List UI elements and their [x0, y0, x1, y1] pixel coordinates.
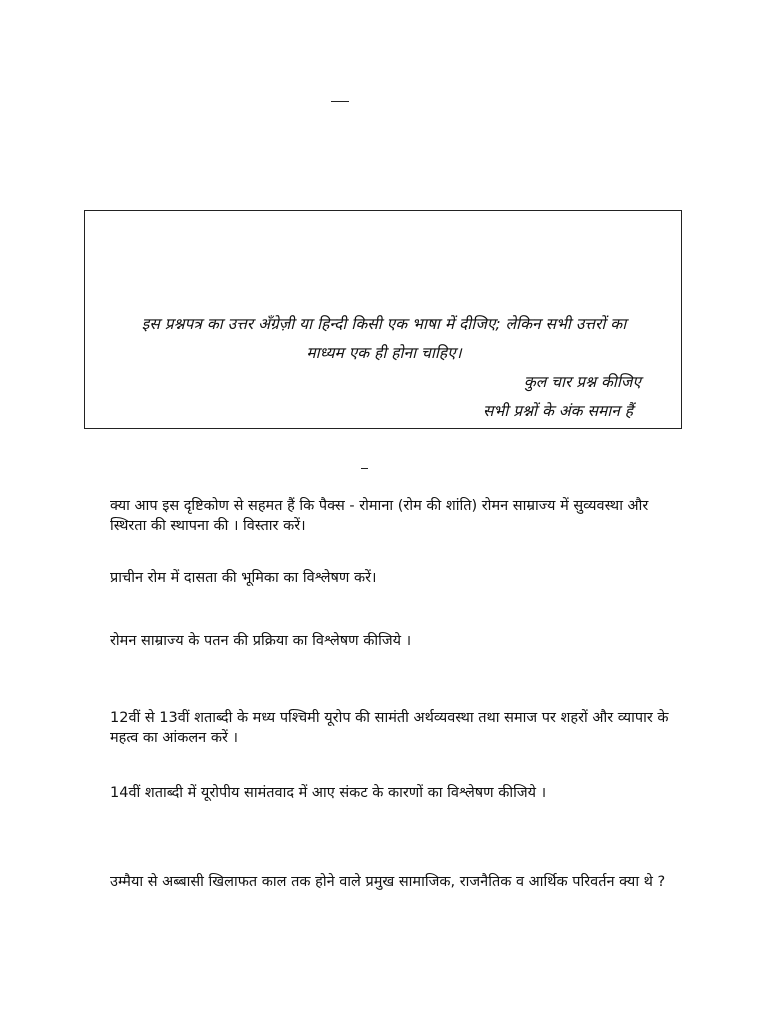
- question-2: प्राचीन रोम में दासता की भूमिका का विश्लेषण करें।: [110, 570, 377, 586]
- section-divider: [361, 468, 368, 469]
- instruction-language: इस प्रश्नपत्र का उत्तर अँग्रेज़ी या हिन्दी किसी एक भाषा में दीजिए; लेकिन सभी उत्तरों का: [141, 315, 627, 333]
- question-3: रोमन साम्राज्य के पतन की प्रक्रिया का विश्लेषण कीजिये ।: [110, 633, 412, 649]
- question-4: 12वीं से 13वीं शताब्दी के मध्य पश्चिमी यूरोप की सामंती अर्थव्यवस्था तथा समाज पर शहरों और व्यापार के महत्व का आंकलन करें ।: [110, 710, 669, 746]
- instruction-attempt-count: कुल चार प्रश्न कीजिए: [523, 373, 641, 391]
- question-5: 14वीं शताब्दी में यूरोपीय सामंतवाद में आए संकट के कारणों का विश्लेषण कीजिये ।: [110, 785, 547, 801]
- instructions-box: [84, 210, 682, 429]
- instruction-equal-marks: सभी प्रश्नों के अंक समान हैं: [482, 402, 633, 420]
- instruction-medium: माध्यम एक ही होना चाहिए।: [306, 344, 462, 362]
- question-6: उम्मैया से अब्बासी खिलाफत काल तक होने वाले प्रमुख सामाजिक, राजनैतिक व आर्थिक परिवर्तन क्या थे ?: [110, 874, 666, 890]
- top-divider: [331, 101, 349, 102]
- question-1: क्या आप इस दृष्टिकोण से सहमत हैं कि पैक्स - रोमाना (रोम की शांति) रोमन साम्राज्य में सुव्यवस्था और स्थिरता की स्थापना की । विस्तार करें।: [110, 498, 649, 534]
